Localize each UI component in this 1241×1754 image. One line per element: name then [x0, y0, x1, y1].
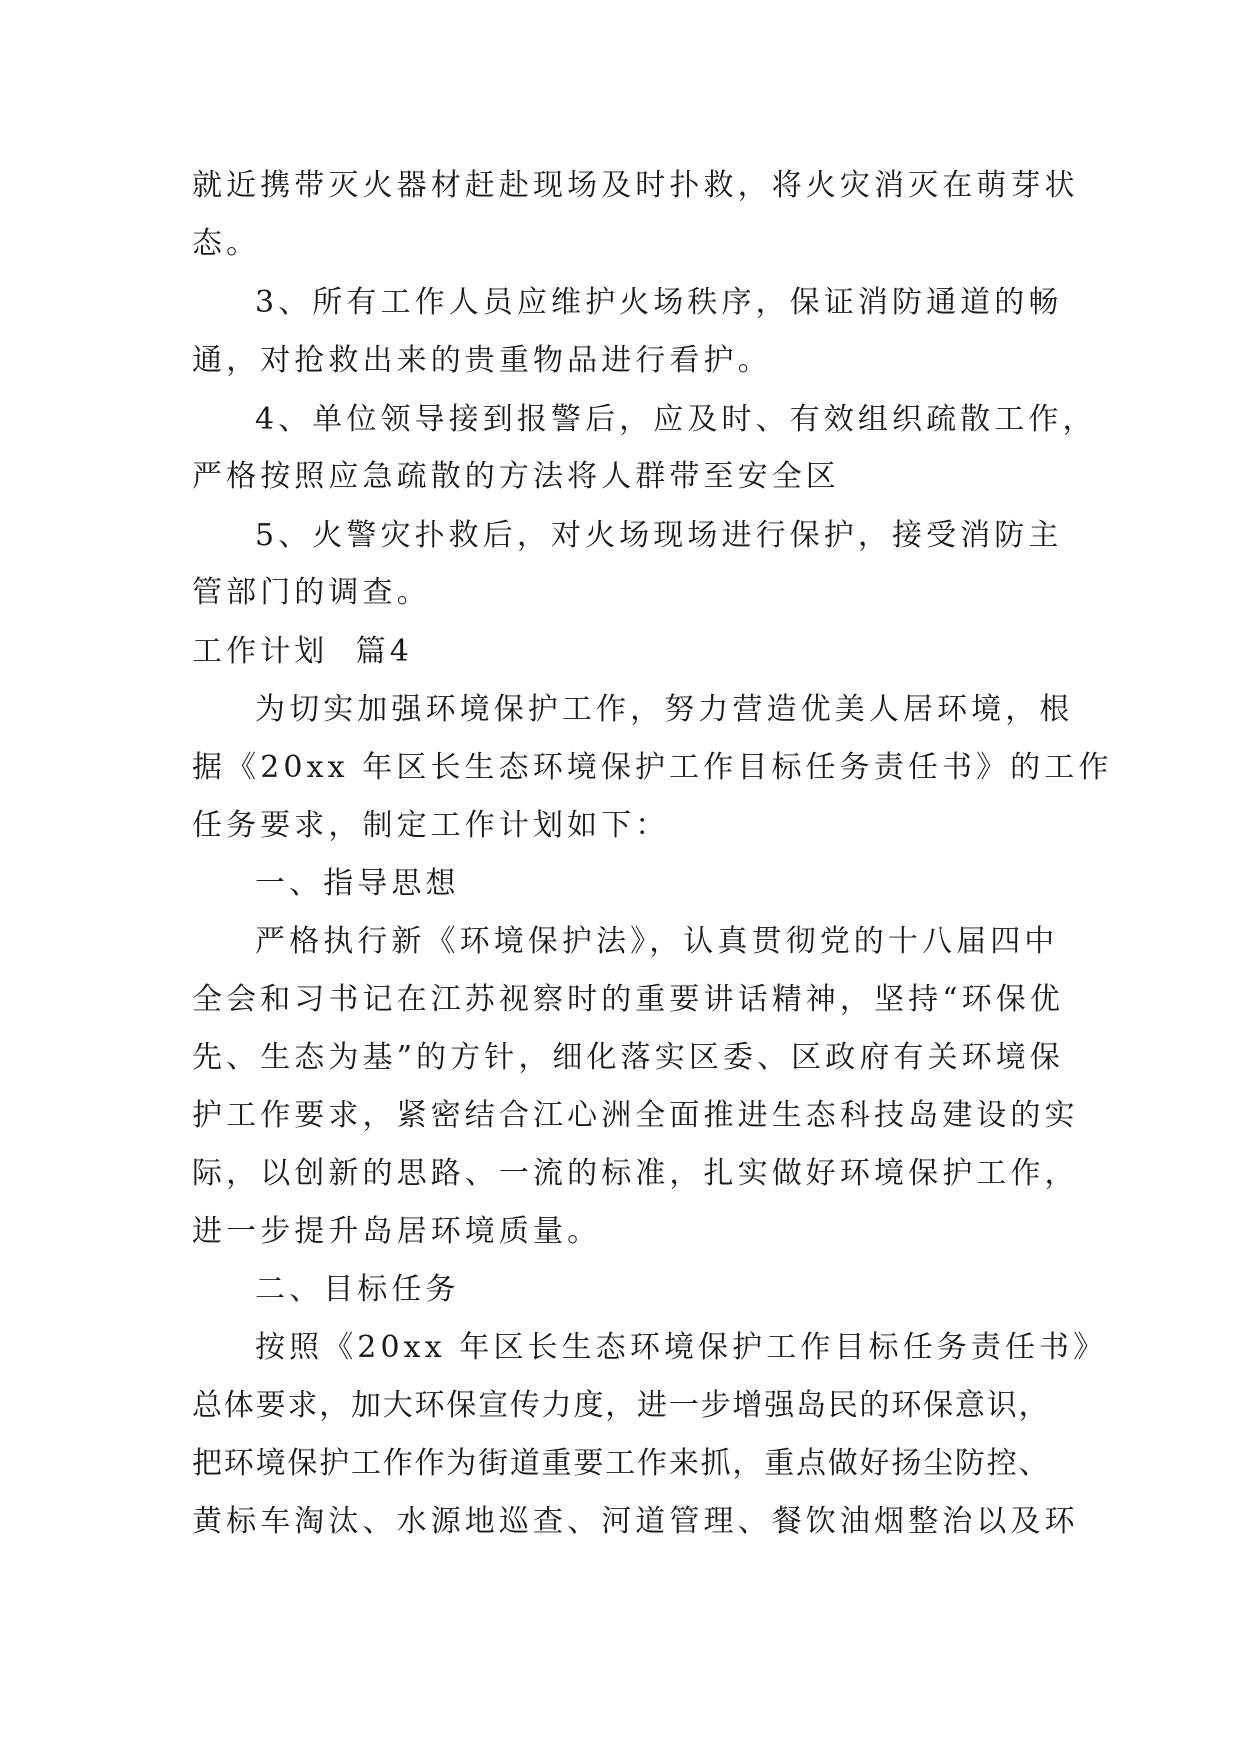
- text-line: 把环境保护工作作为街道重要工作来抓，重点做好扬尘防控、: [192, 1446, 1050, 1481]
- text-line: 先、生态为基”的方针，细化落实区委、区政府有关环境保: [192, 1040, 1064, 1075]
- text-line: 严格执行新《环境保护法》，认真贯彻党的十八届四中: [255, 924, 1059, 959]
- text-line: 4、单位领导接到报警后，应及时、有效组织疏散工作，: [255, 402, 1097, 437]
- section-heading: 工作计划 篇4: [192, 634, 413, 669]
- text-line: 全会和习书记在江苏视察时的重要讲话精神，坚持“环保优: [192, 982, 1064, 1017]
- text-line: 就近携带灭火器材赶赴现场及时扑救，将火灾消灭在萌芽状: [192, 168, 1079, 203]
- text-line: 任务要求，制定工作计划如下：: [192, 808, 670, 843]
- text-line: 管部门的调查。: [192, 575, 431, 610]
- text-line: 通，对抢救出来的贵重物品进行看护。: [192, 343, 772, 378]
- subheading: 一、指导思想: [255, 866, 460, 901]
- text-line: 据《20xx 年区长生态环境保护工作目标任务责任书》的工作: [192, 750, 1113, 785]
- text-line: 3、所有工作人员应维护火场秩序，保证消防通道的畅: [255, 285, 1063, 320]
- text-line: 态。: [192, 226, 261, 261]
- subheading: 二、目标任务: [255, 1272, 460, 1307]
- text-line: 护工作要求，紧密结合江心洲全面推进生态科技岛建设的实: [192, 1098, 1079, 1133]
- text-line: 际，以创新的思路、一流的标准，扎实做好环境保护工作，: [192, 1156, 1079, 1191]
- text-line: 按照《20xx 年区长生态环境保护工作目标任务责任书》: [255, 1330, 1108, 1365]
- text-line: 严格按照应急疏散的方法将人群带至安全区: [192, 459, 840, 494]
- text-line: 进一步提升岛居环境质量。: [192, 1214, 602, 1249]
- text-line: 总体要求，加大环保宣传力度，进一步增强岛民的环保意识，: [192, 1388, 1050, 1423]
- text-line: 为切实加强环境保护工作，努力营造优美人居环境，根: [255, 692, 1074, 727]
- text-line: 5、火警灾扑救后，对火场现场进行保护，接受消防主: [255, 518, 1063, 553]
- text-line: 黄标车淘汰、水源地巡查、河道管理、餐饮油烟整治以及环: [192, 1504, 1079, 1539]
